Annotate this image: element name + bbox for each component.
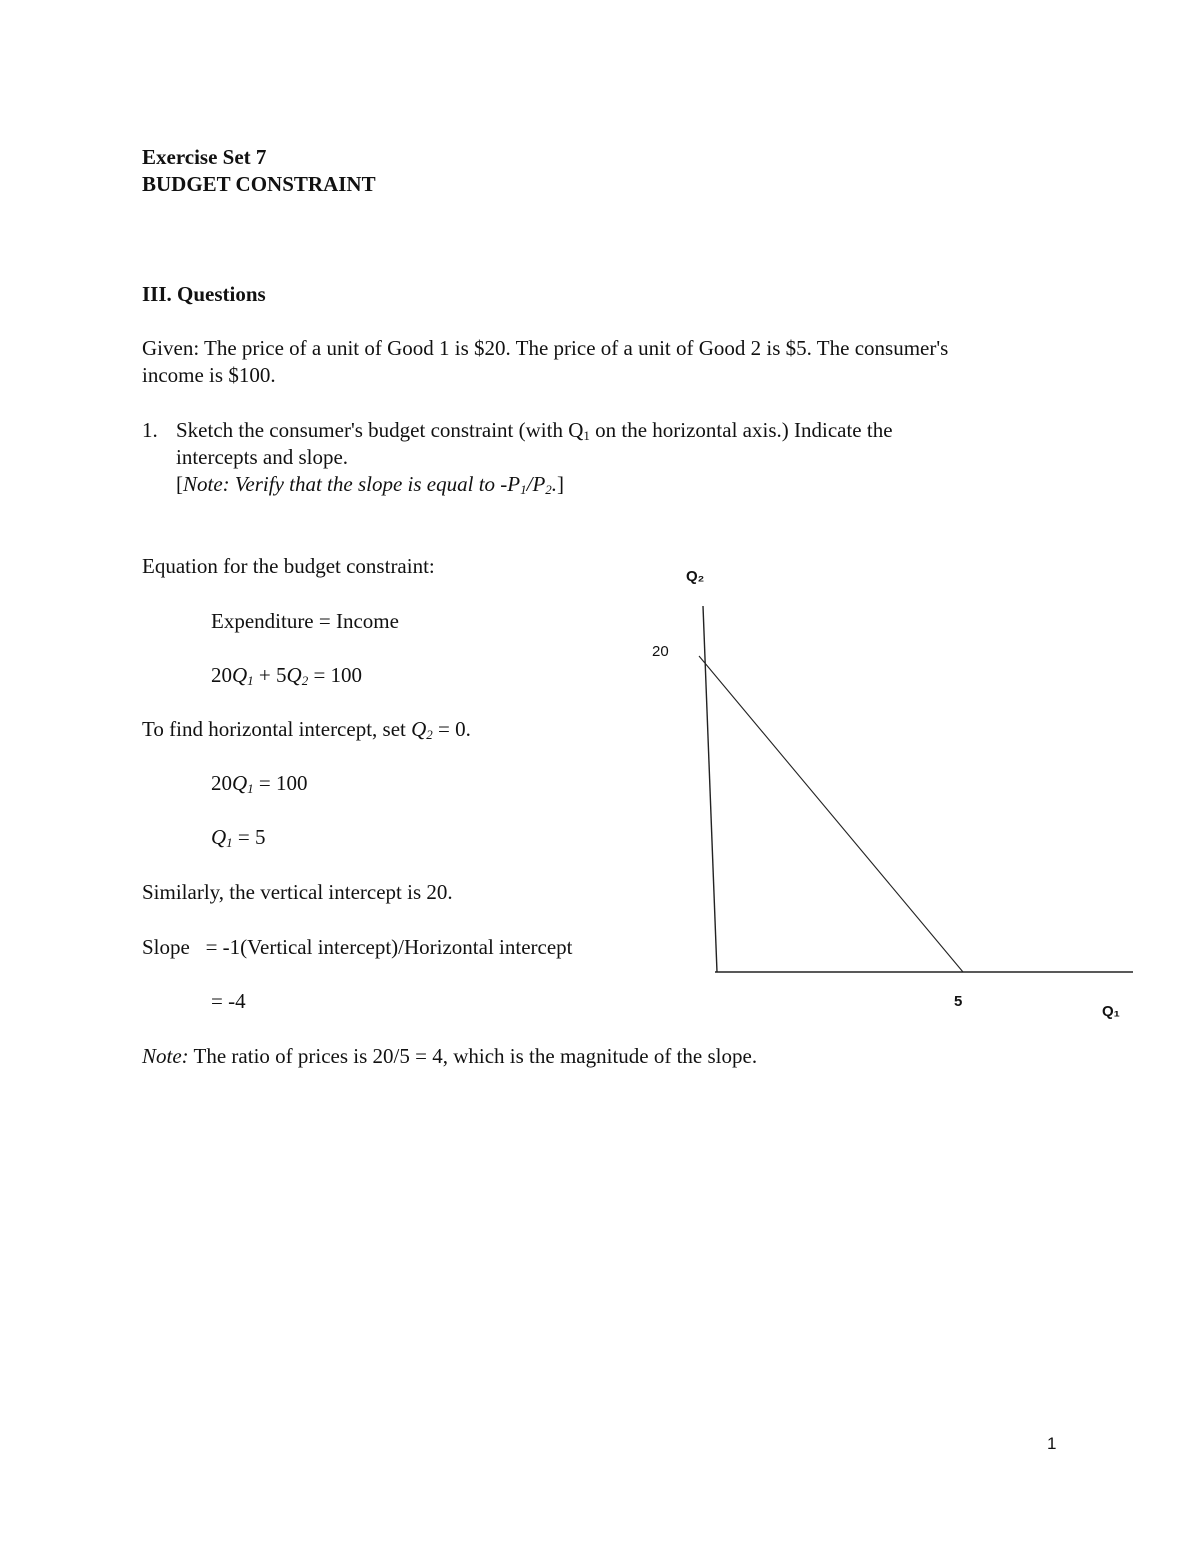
page-number: 1: [1047, 1434, 1057, 1453]
equation-20q1: $20Q_1 = 100$: [211, 771, 308, 796]
given-line-1: Given: The price of a unit of Good 1 is $20. The price of a unit of Good 2 is $5. The consumer's: [142, 336, 949, 360]
x-axis-label: Q₁: [1102, 1003, 1120, 1020]
y-axis-label: Q₂: [686, 568, 705, 585]
given-line-2: income is $100.: [142, 363, 276, 387]
horizontal-intercept-step: To find horizontal intercept, set $Q_2 = 0$.: [142, 717, 471, 742]
slope-value: = -4: [211, 989, 246, 1013]
equation-q1-result: $Q_1 = 5$: [211, 825, 266, 850]
equation-budget: $20Q_1 + 5Q_2 = 100$: [211, 663, 363, 688]
question-line-2: intercepts and slope.: [176, 445, 349, 469]
x-intercept-label: 5: [954, 993, 963, 1010]
vertical-intercept-text: Similarly, the vertical intercept is 20.: [142, 880, 453, 904]
equation-heading: Equation for the budget constraint:: [142, 554, 435, 578]
question-number: 1.: [142, 418, 158, 442]
y-axis: [703, 606, 717, 972]
exercise-set-title: Exercise Set 7: [142, 145, 267, 169]
budget-line: [699, 656, 963, 972]
equation-expenditure-income: Expenditure = Income: [211, 609, 399, 633]
question-note: [Note: Verify that the slope is equal to $-P_1/P_2$.]: [176, 472, 565, 497]
y-intercept-label: 20: [652, 643, 669, 660]
section-title: III. Questions: [142, 282, 266, 306]
final-note: Note: The ratio of prices is 20/5 = 4, which is the magnitude of the slope.: [142, 1044, 758, 1068]
topic-title: BUDGET CONSTRAINT: [142, 172, 376, 196]
question-line-1: Sketch the consumer's budget constraint (with $Q_1$ on the horizontal axis.) Indicate the: [176, 418, 893, 443]
slope-formula: Slope = -1(Vertical intercept)/Horizontal intercept: [142, 935, 573, 959]
